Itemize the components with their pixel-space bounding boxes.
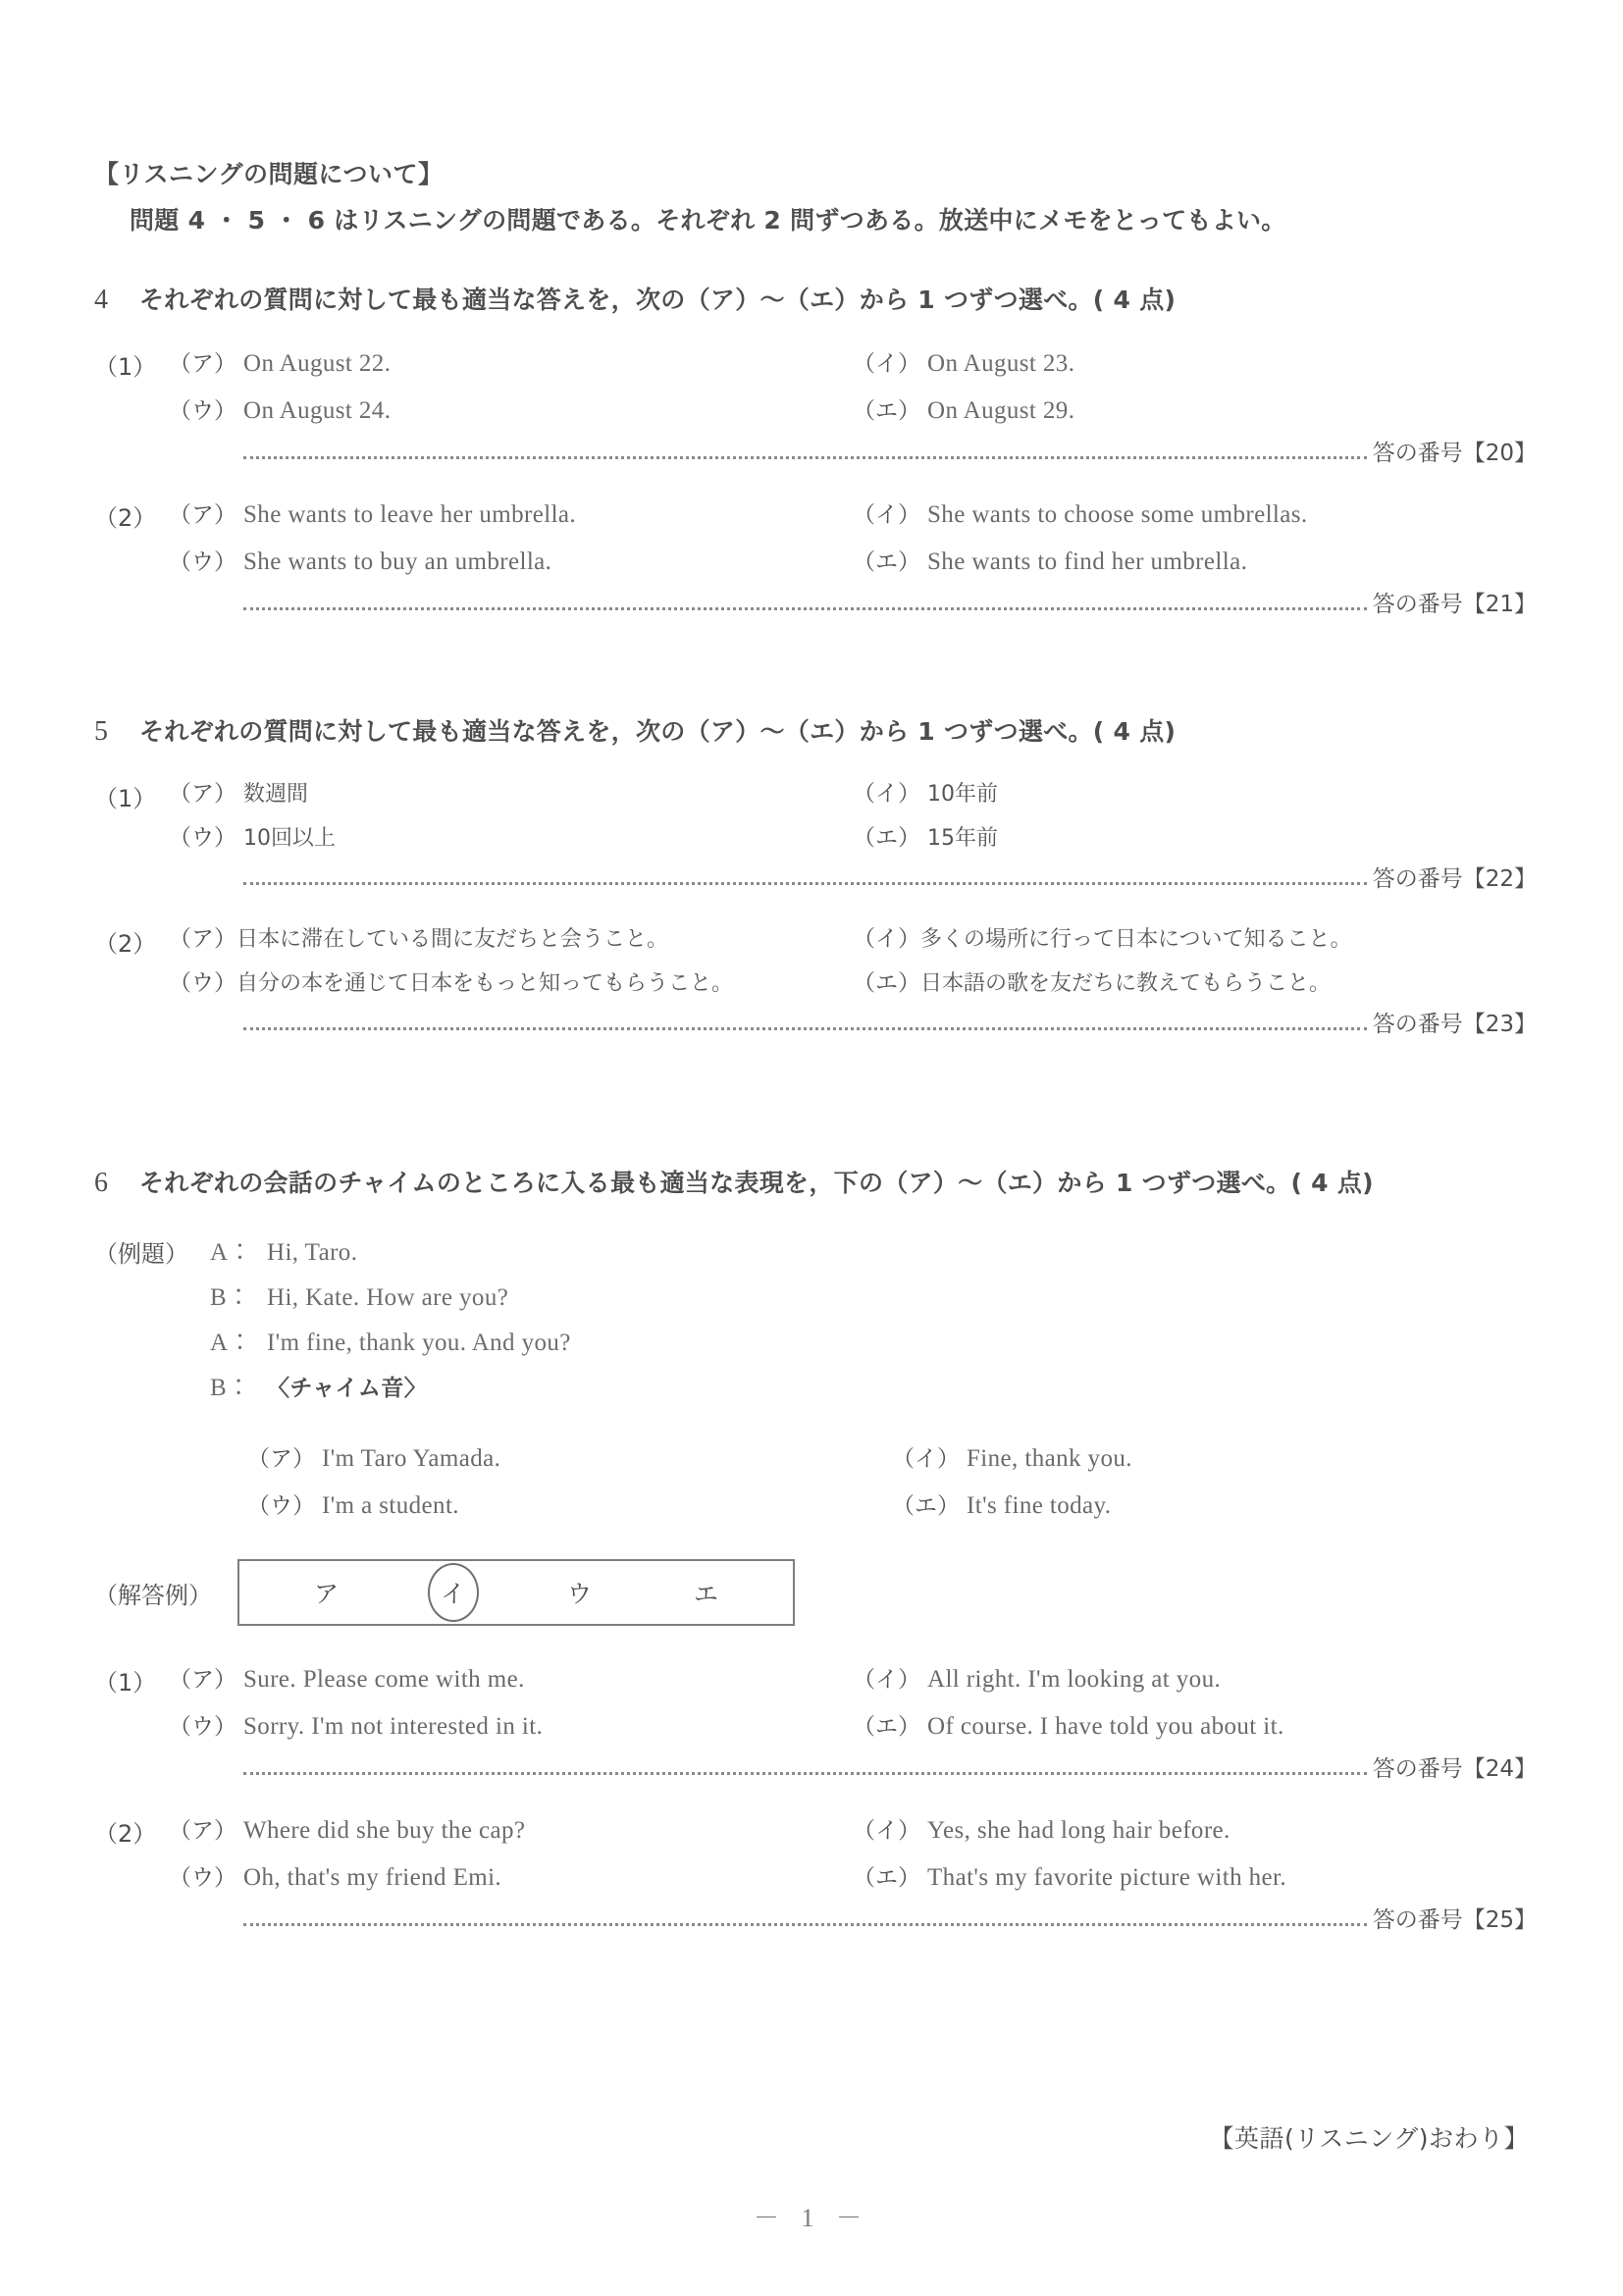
choice-option[interactable] xyxy=(853,1708,1537,1746)
question-section-4 xyxy=(94,281,1537,618)
choice-text: She wants to choose some umbrellas. xyxy=(927,501,1308,528)
dialogue-text: Hi, Taro. xyxy=(267,1239,358,1266)
choice-option[interactable] xyxy=(169,345,853,383)
choice-option[interactable] xyxy=(169,544,853,581)
choice-key: （ウ） xyxy=(169,397,236,424)
answer-number: 答の番号【20】 xyxy=(1372,441,1537,466)
answer-number: 答の番号【21】 xyxy=(1372,592,1537,617)
choice-key: （ア） xyxy=(169,926,236,952)
choice-text: It's fine today. xyxy=(967,1491,1112,1519)
choice-option[interactable] xyxy=(169,1812,853,1850)
choice-key: （ウ） xyxy=(247,1492,315,1519)
choice-text: 日本に滞在している間に友だちと会うこと。 xyxy=(236,927,669,952)
choice-text: On August 22. xyxy=(243,350,392,377)
subquestion-5-1 xyxy=(94,777,1537,893)
subquestion-5-2 xyxy=(94,922,1537,1038)
choice-key: （ア） xyxy=(169,781,236,807)
choice-text: 多くの場所に行って日本について知ること。 xyxy=(920,927,1352,952)
subquestion-6-1-label: （1） xyxy=(94,1669,157,1696)
choice-key: （ア） xyxy=(169,1818,236,1844)
choice-key: （エ） xyxy=(853,969,920,996)
subquestion-5-2-label: （2） xyxy=(94,930,157,958)
choice-text: Sorry. I'm not interested in it. xyxy=(243,1712,544,1740)
choice-text: 数週間 xyxy=(243,782,309,807)
choice-key: （ア） xyxy=(247,1446,315,1472)
choice-key: （エ） xyxy=(853,1864,920,1891)
choice-text: She wants to leave her umbrella. xyxy=(243,501,577,528)
choice-key: （エ） xyxy=(853,1713,920,1740)
choice-option[interactable] xyxy=(853,1859,1537,1897)
choice-option[interactable] xyxy=(853,544,1537,581)
choice-key: （イ） xyxy=(853,351,920,377)
answer-option-e[interactable]: エ xyxy=(693,1580,718,1608)
choice-text: She wants to buy an umbrella. xyxy=(243,548,552,575)
choice-option[interactable] xyxy=(247,1440,892,1478)
answer-number-line xyxy=(243,1902,1537,1934)
choice-key: （ア） xyxy=(169,1667,236,1693)
choice-key: （エ） xyxy=(853,824,920,851)
example-dialogue xyxy=(94,1232,1537,1413)
answer-number-line xyxy=(243,1750,1537,1783)
answer-number-line xyxy=(243,1006,1537,1038)
answer-number-line xyxy=(243,861,1537,893)
choice-option[interactable] xyxy=(853,496,1537,534)
choice-text: I'm Taro Yamada. xyxy=(322,1445,501,1472)
choice-text: Yes, she had long hair before. xyxy=(927,1817,1230,1844)
dialogue-line xyxy=(210,1232,1537,1268)
choice-option[interactable] xyxy=(169,496,853,534)
choice-key: （イ） xyxy=(853,926,920,952)
dialogue-speaker: B： xyxy=(210,1375,251,1401)
choice-option[interactable] xyxy=(892,1487,1537,1525)
subquestion-6-2 xyxy=(94,1812,1537,1934)
question-4-heading xyxy=(94,281,1537,316)
question-6-heading xyxy=(94,1164,1537,1199)
choice-text: On August 24. xyxy=(243,396,392,424)
choice-key: （ウ） xyxy=(169,1713,236,1740)
choice-key: （エ） xyxy=(853,548,920,575)
dialogue-text: Hi, Kate. How are you? xyxy=(267,1284,509,1311)
choice-option[interactable] xyxy=(853,1661,1537,1698)
choice-text: 15年前 xyxy=(927,825,998,851)
dialogue-speaker: B： xyxy=(210,1284,251,1311)
choice-option[interactable] xyxy=(853,777,1537,811)
question-4-number: 4 xyxy=(94,285,109,315)
dialogue-lines xyxy=(210,1232,1537,1413)
subquestion-6-2-label: （2） xyxy=(94,1820,157,1848)
answer-example-box xyxy=(237,1559,795,1626)
choice-text: Where did she buy the cap? xyxy=(243,1817,526,1844)
choice-key: （ウ） xyxy=(169,969,236,996)
choice-text: 自分の本を通じて日本をもっと知ってもらうこと。 xyxy=(236,970,734,996)
choice-option[interactable] xyxy=(169,1859,853,1897)
answer-option-i-selected[interactable]: イ xyxy=(423,1575,484,1610)
subquestion-4-2-label: （2） xyxy=(94,504,157,532)
choice-option[interactable] xyxy=(169,966,853,1001)
choice-option[interactable] xyxy=(169,777,853,811)
choice-option[interactable] xyxy=(169,1708,853,1746)
choice-key: （イ） xyxy=(853,781,920,807)
choice-text: 10年前 xyxy=(927,782,998,807)
choice-text: Of course. I have told you about it. xyxy=(927,1712,1284,1740)
example-choices xyxy=(247,1440,1537,1524)
dialogue-line xyxy=(210,1323,1537,1358)
choice-key: （ウ） xyxy=(169,824,236,851)
choice-option[interactable] xyxy=(853,345,1537,383)
answer-number: 答の番号【22】 xyxy=(1372,866,1537,892)
choice-text: Oh, that's my friend Emi. xyxy=(243,1863,502,1891)
question-section-6 xyxy=(94,1164,1537,1934)
answer-number: 答の番号【25】 xyxy=(1372,1907,1537,1933)
dotted-leader xyxy=(243,1026,1367,1030)
page-number: － 1 － xyxy=(753,2204,869,2232)
dialogue-speaker: A： xyxy=(210,1239,253,1266)
choice-text: 10回以上 xyxy=(243,825,336,851)
chime-marker: 〈チャイム音〉 xyxy=(267,1376,428,1401)
subquestion-4-1-label: （1） xyxy=(94,353,157,381)
notice-title: 【リスニングの問題について】 xyxy=(94,160,444,188)
choice-option[interactable] xyxy=(853,922,1537,957)
dotted-leader xyxy=(243,881,1367,885)
choice-option[interactable] xyxy=(853,1812,1537,1850)
answer-number: 答の番号【23】 xyxy=(1372,1012,1537,1037)
choice-option[interactable] xyxy=(853,966,1537,1001)
choice-text: 日本語の歌を友だちに教えてもらうこと。 xyxy=(920,970,1332,996)
choice-text: That's my favorite picture with her. xyxy=(927,1863,1287,1891)
answer-option-a[interactable]: ア xyxy=(313,1580,339,1608)
subquestion-4-2 xyxy=(94,496,1537,618)
choice-key: （ア） xyxy=(169,502,236,528)
choice-text: She wants to find her umbrella. xyxy=(927,548,1248,575)
question-6-number: 6 xyxy=(94,1168,109,1198)
example-label: （例題） xyxy=(94,1240,188,1268)
end-of-section-note: 【英語(リスニング)おわり】 xyxy=(1209,2124,1529,2153)
notice-body: 問題 4 ・ 5 ・ 6 はリスニングの問題である。それぞれ 2 問ずつある。放送中にメモをとってもよい。 xyxy=(130,206,1286,235)
choice-option[interactable] xyxy=(247,1487,892,1525)
choice-key: （イ） xyxy=(853,502,920,528)
choice-option[interactable] xyxy=(169,392,853,430)
choice-option[interactable] xyxy=(892,1440,1537,1478)
choice-key: （エ） xyxy=(853,397,920,424)
answer-example-label: （解答例） xyxy=(94,1581,212,1609)
answer-option-u[interactable]: ウ xyxy=(566,1580,592,1608)
choice-text: On August 23. xyxy=(927,350,1075,377)
dotted-leader xyxy=(243,606,1367,610)
subquestion-6-1 xyxy=(94,1661,1537,1783)
dialogue-line xyxy=(210,1278,1537,1313)
answer-number: 答の番号【24】 xyxy=(1372,1756,1537,1782)
question-section-5 xyxy=(94,712,1537,1038)
choice-key: （イ） xyxy=(853,1667,920,1693)
choice-key: （ウ） xyxy=(169,1864,236,1891)
choice-key: （ウ） xyxy=(169,548,236,575)
choice-option[interactable] xyxy=(853,821,1537,856)
choice-key: （ア） xyxy=(169,351,236,377)
dotted-leader xyxy=(243,1771,1367,1775)
choice-option[interactable] xyxy=(853,392,1537,430)
question-6-heading-text: それぞれの会話のチャイムのところに入る最も適当な表現を，下の（ア）～（エ）から 1 つずつ選べ。( 4 点) xyxy=(139,1169,1374,1197)
dialogue-line xyxy=(210,1368,1537,1403)
dotted-leader xyxy=(243,455,1367,459)
choice-text: All right. I'm looking at you. xyxy=(927,1666,1222,1693)
choice-text: Sure. Please come with me. xyxy=(243,1666,525,1693)
answer-example xyxy=(94,1559,1537,1626)
question-4-heading-text: それぞれの質問に対して最も適当な答えを，次の（ア）～（エ）から 1 つずつ選べ。( 4 点) xyxy=(139,286,1177,314)
question-5-number: 5 xyxy=(94,716,109,747)
choice-option[interactable] xyxy=(169,1661,853,1698)
answer-number-line xyxy=(243,586,1537,618)
choice-text: I'm a student. xyxy=(322,1491,459,1519)
choice-key: （イ） xyxy=(892,1446,960,1472)
choice-key: （エ） xyxy=(892,1492,960,1519)
choice-key: （イ） xyxy=(853,1818,920,1844)
choice-option[interactable] xyxy=(169,922,853,957)
dialogue-text: I'm fine, thank you. And you? xyxy=(267,1330,571,1356)
question-5-heading-text: それぞれの質問に対して最も適当な答えを，次の（ア）～（エ）から 1 つずつ選べ。( 4 点) xyxy=(139,717,1177,746)
listening-notice xyxy=(94,157,1537,237)
choice-text: On August 29. xyxy=(927,396,1075,424)
subquestion-4-1 xyxy=(94,345,1537,467)
dotted-leader xyxy=(243,1922,1367,1926)
subquestion-5-1-label: （1） xyxy=(94,785,157,812)
choice-option[interactable] xyxy=(169,821,853,856)
choice-text: Fine, thank you. xyxy=(967,1445,1132,1472)
dialogue-speaker: A： xyxy=(210,1330,253,1356)
answer-number-line xyxy=(243,435,1537,467)
question-5-heading xyxy=(94,712,1537,748)
